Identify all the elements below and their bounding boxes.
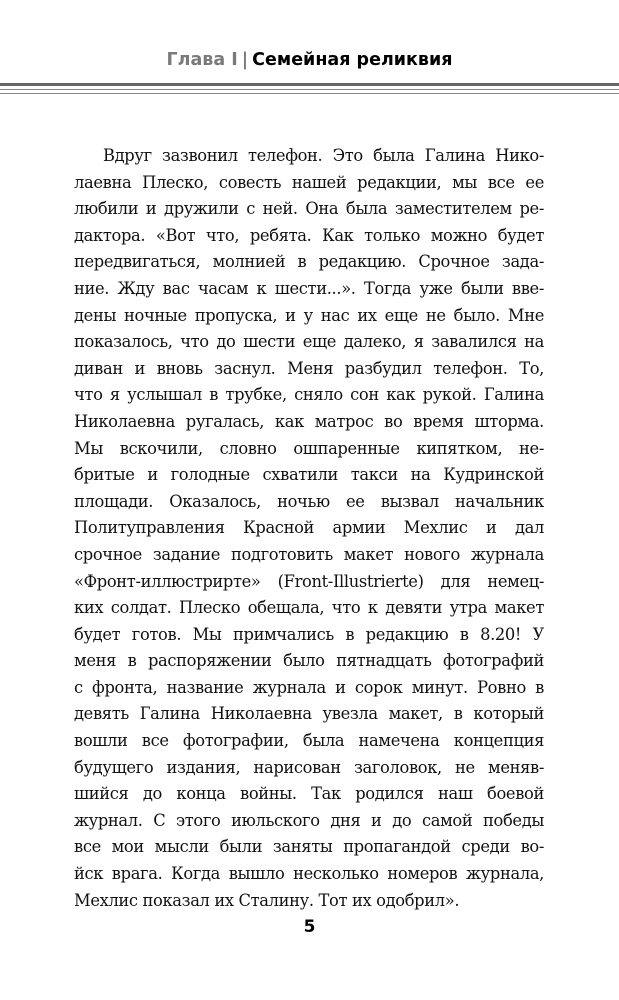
text-line: будущего издания, нарисован заголовок, не меняв- [74, 757, 544, 777]
text-line: любили и дружили с ней. Она была заместителем ре- [74, 199, 544, 219]
text-line: шийся до конца войны. Так родился наш боевой [74, 784, 544, 804]
text-line: дактора. «Вот что, ребята. Как только можно будет [74, 225, 544, 245]
text-line: дены ночные пропуска, и у нас их еще не было. Мне [74, 305, 544, 325]
text-line: Вдруг зазвонил телефон. Это была Галина Нико- [103, 146, 544, 165]
body-text [74, 143, 544, 914]
text-line: Николаевна ругалась, как матрос во время шторма. [74, 411, 544, 431]
text-line: лаевна Плеско, совесть нашей редакции, мы все ее [74, 172, 544, 192]
text-line: журнал. С этого июльского дня и до самой победы [74, 810, 544, 830]
text-line: ких солдат. Плеско обещала, что к девяти утра макет [74, 598, 544, 618]
chapter-label: Глава I [166, 50, 238, 70]
header-separator: | [241, 50, 249, 70]
text-line: показалось, что до шести еще далеко, я завалился на [74, 332, 544, 352]
page-number: 5 [303, 917, 316, 937]
text-line: площади. Оказалось, ночью ее вызвал начальник [74, 491, 544, 511]
text-line: все мои мысли были заняты пропагандой среди во- [74, 837, 544, 857]
running-header [0, 50, 619, 70]
text-line: будет готов. Мы примчались в редакцию в 8.20! У [74, 624, 544, 644]
text-line: бритые и голодные схватили такси на Кудринской [74, 465, 544, 485]
text-line: что я услышал в трубке, сняло сон как рукой. Галина [74, 385, 544, 405]
text-line: диван и вновь заснул. Меня разбудил телефон. То, [74, 358, 544, 378]
chapter-title: Семейная реликвия [252, 50, 453, 70]
text-line: вошли все фотографии, была намечена концепция [74, 731, 544, 751]
text-line: срочное задание подготовить макет нового журнала [74, 544, 544, 564]
text-line: меня в распоряжении было пятнадцать фотографий [74, 651, 544, 671]
text-line: ние. Жду вас часам к шести...». Тогда уже были вве- [74, 278, 544, 298]
text-line: передвигаться, молнией в редакцию. Срочное зада- [74, 252, 544, 272]
text-line: Мы вскочили, словно ошпаренные кипятком, не- [74, 438, 544, 458]
text-line: йск врага. Когда вышло несколько номеров журнала, [74, 864, 544, 884]
text-line: «Фронт-иллюстрирте» (Front-Illustrierte) для немец- [74, 571, 544, 591]
text-line: Мехлис показал их Сталину. Тот их одобрил». [74, 890, 460, 910]
header-rule-thick [0, 83, 619, 86]
header-rule-thin-1 [0, 89, 619, 90]
text-line: Политуправления Красной армии Мехлис и дал [74, 518, 544, 538]
header-rule-thin-2 [0, 93, 619, 94]
text-line: девять Галина Николаевна увезла макет, в который [74, 704, 544, 724]
text-line: с фронта, название журнала и сорок минут. Ровно в [74, 677, 544, 697]
